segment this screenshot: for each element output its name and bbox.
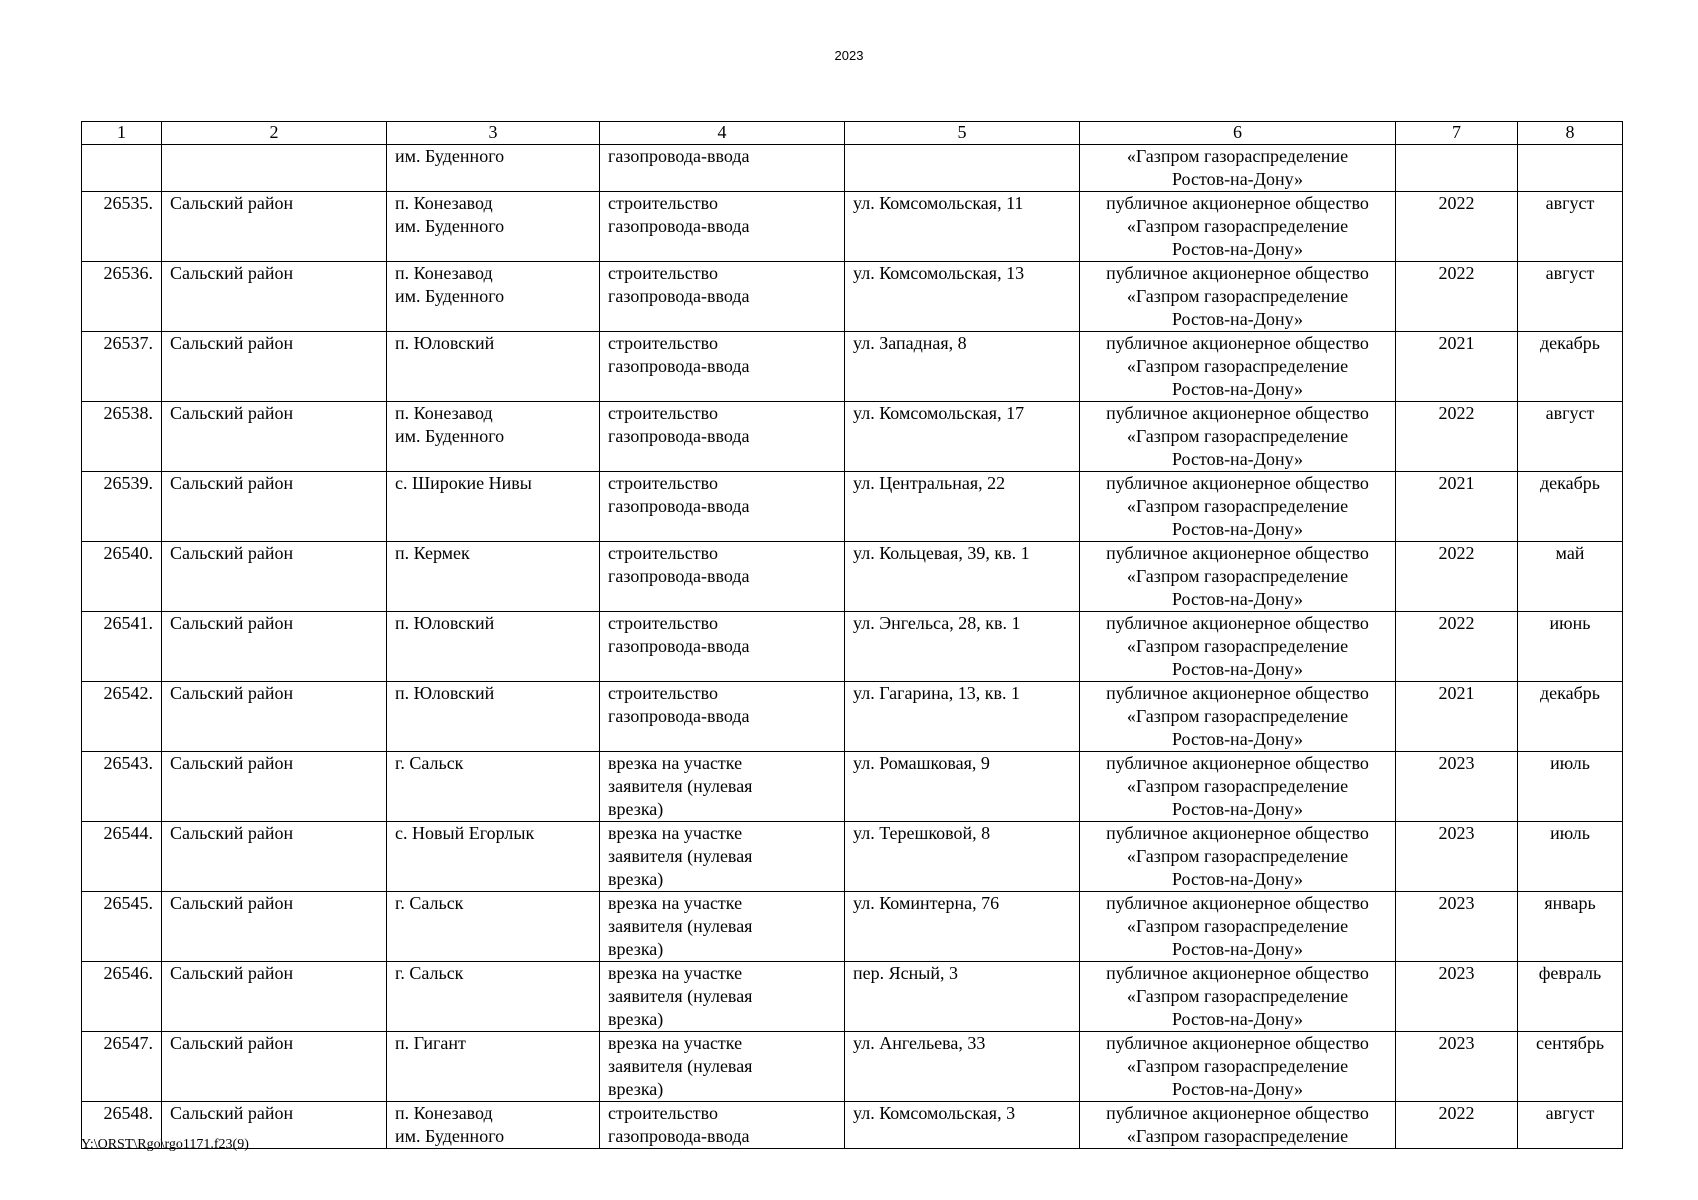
text-line: Ростов-на-Дону»: [1171, 869, 1304, 889]
cell-district: Сальский район: [162, 1032, 387, 1102]
cell-work: [600, 192, 845, 262]
cell-settlement: [387, 822, 600, 892]
cell-work: [600, 262, 845, 332]
header-row: [82, 122, 1623, 145]
cell-work: [600, 472, 845, 542]
text-line: п. Конезавод: [395, 193, 493, 213]
cell-settlement: [387, 962, 600, 1032]
text-line: публичное акционерное общество: [1106, 683, 1369, 703]
text-line: п. Конезавод: [395, 1103, 493, 1123]
cell-num: 26539.: [82, 472, 162, 542]
text-line: с. Широкие Нивы: [395, 473, 532, 493]
table-row: [82, 402, 1623, 472]
text-line: г. Сальск: [395, 893, 464, 913]
text-line: заявителя (нулевая: [608, 916, 753, 936]
text-line: строительство: [608, 1103, 718, 1123]
cell-month: [1518, 145, 1623, 192]
cell-district: Сальский район: [162, 752, 387, 822]
text-line: Ростов-на-Дону»: [1171, 729, 1304, 749]
cell-owner: [1080, 682, 1396, 752]
text-line: врезка): [608, 1079, 664, 1099]
cell-year: 2022: [1396, 192, 1518, 262]
text-line: газопровода-ввода: [608, 1126, 750, 1146]
cell-settlement: [387, 332, 600, 402]
cell-settlement: [387, 752, 600, 822]
text-line: им. Буденного: [395, 286, 505, 306]
text-line: публичное акционерное общество: [1106, 963, 1369, 983]
column-header: 2: [162, 122, 387, 145]
text-line: газопровода-ввода: [608, 356, 750, 376]
text-line: врезка на участке: [608, 823, 743, 843]
text-line: публичное акционерное общество: [1106, 263, 1369, 283]
text-line: заявителя (нулевая: [608, 1056, 753, 1076]
cell-owner: [1080, 262, 1396, 332]
text-line: публичное акционерное общество: [1106, 893, 1369, 913]
text-line: Ростов-на-Дону»: [1171, 1009, 1304, 1029]
cell-month: декабрь: [1518, 332, 1623, 402]
cell-num: 26540.: [82, 542, 162, 612]
cell-num: 26545.: [82, 892, 162, 962]
text-line: публичное акционерное общество: [1106, 753, 1369, 773]
text-line: п. Кермек: [395, 543, 470, 563]
cell-month: июнь: [1518, 612, 1623, 682]
table-row: [82, 332, 1623, 402]
text-line: заявителя (нулевая: [608, 986, 753, 1006]
text-line: строительство: [608, 473, 718, 493]
cell-owner: [1080, 332, 1396, 402]
text-line: п. Конезавод: [395, 403, 493, 423]
text-line: «Газпром газораспределение: [1126, 216, 1349, 236]
text-line: Ростов-на-Дону»: [1171, 939, 1304, 959]
text-line: Ростов-на-Дону»: [1171, 169, 1304, 189]
cell-owner: [1080, 1102, 1396, 1149]
column-header: 3: [387, 122, 600, 145]
cell-month: июль: [1518, 822, 1623, 892]
cell-month: август: [1518, 192, 1623, 262]
text-line: строительство: [608, 333, 718, 353]
table-row: [82, 822, 1623, 892]
cell-year: 2023: [1396, 752, 1518, 822]
cell-num: 26542.: [82, 682, 162, 752]
text-line: п. Юловский: [395, 613, 495, 633]
table-row: [82, 192, 1623, 262]
text-line: п. Гигант: [395, 1033, 466, 1053]
cell-district: Сальский район: [162, 542, 387, 612]
table-row: [82, 542, 1623, 612]
registry-table: [81, 121, 1623, 1149]
text-line: им. Буденного: [395, 1126, 505, 1146]
cell-settlement: [387, 1032, 600, 1102]
text-line: «Газпром газораспределение: [1126, 916, 1349, 936]
text-line: публичное акционерное общество: [1106, 1033, 1369, 1053]
text-line: газопровода-ввода: [608, 426, 750, 446]
table-row: [82, 892, 1623, 962]
text-line: «Газпром газораспределение: [1126, 146, 1349, 166]
text-line: «Газпром газораспределение: [1126, 566, 1349, 586]
cell-month: декабрь: [1518, 682, 1623, 752]
cell-address: ул. Комсомольская, 17: [845, 402, 1080, 472]
cell-year: 2023: [1396, 822, 1518, 892]
cell-num: 26535.: [82, 192, 162, 262]
cell-settlement: [387, 1102, 600, 1149]
cell-year: 2022: [1396, 612, 1518, 682]
cell-work: [600, 332, 845, 402]
cell-district: [162, 145, 387, 192]
text-line: врезка): [608, 939, 664, 959]
text-line: Ростов-на-Дону»: [1171, 519, 1304, 539]
cell-address: ул. Комсомольская, 13: [845, 262, 1080, 332]
table-row: [82, 1102, 1623, 1149]
cell-address: [845, 145, 1080, 192]
text-line: строительство: [608, 543, 718, 563]
text-line: публичное акционерное общество: [1106, 1103, 1369, 1123]
cell-work: газопровода-ввода: [600, 145, 845, 192]
text-line: «Газпром газораспределение: [1126, 706, 1349, 726]
text-line: публичное акционерное общество: [1106, 543, 1369, 563]
page-number: 2023: [834, 48, 864, 63]
cell-address: ул. Энгельса, 28, кв. 1: [845, 612, 1080, 682]
text-line: заявителя (нулевая: [608, 846, 753, 866]
table-row: [82, 682, 1623, 752]
table-row: [82, 1032, 1623, 1102]
text-line: «Газпром газораспределение: [1126, 776, 1349, 796]
cell-district: Сальский район: [162, 682, 387, 752]
cell-address: ул. Комсомольская, 3: [845, 1102, 1080, 1149]
cell-district: Сальский район: [162, 962, 387, 1032]
text-line: Ростов-на-Дону»: [1171, 449, 1304, 469]
text-line: г. Сальск: [395, 963, 464, 983]
text-line: «Газпром газораспределение: [1126, 286, 1349, 306]
cell-district: Сальский район: [162, 402, 387, 472]
cell-owner: [1080, 542, 1396, 612]
cell-district: Сальский район: [162, 332, 387, 402]
cell-work: [600, 962, 845, 1032]
cell-address: ул. Западная, 8: [845, 332, 1080, 402]
cell-year: 2023: [1396, 962, 1518, 1032]
text-line: п. Юловский: [395, 683, 495, 703]
cell-year: 2023: [1396, 892, 1518, 962]
cell-owner: [1080, 1032, 1396, 1102]
cell-month: декабрь: [1518, 472, 1623, 542]
cell-year: 2021: [1396, 332, 1518, 402]
cell-num: 26546.: [82, 962, 162, 1032]
cell-district: Сальский район: [162, 472, 387, 542]
cell-year: 2022: [1396, 542, 1518, 612]
text-line: публичное акционерное общество: [1106, 613, 1369, 633]
continuation-row: [82, 145, 1623, 192]
table-row: [82, 262, 1623, 332]
cell-work: [600, 612, 845, 682]
column-header: 6: [1080, 122, 1396, 145]
file-path-footer: Y:\ORST\Rgo\rgo1171.f23(9): [81, 1137, 249, 1152]
cell-month: август: [1518, 262, 1623, 332]
column-header: 4: [600, 122, 845, 145]
table-row: [82, 612, 1623, 682]
cell-settlement: [387, 892, 600, 962]
text-line: врезка на участке: [608, 753, 743, 773]
text-line: строительство: [608, 193, 718, 213]
text-line: п. Конезавод: [395, 263, 493, 283]
text-line: с. Новый Егорлык: [395, 823, 535, 843]
cell-num: [82, 145, 162, 192]
text-line: «Газпром газораспределение: [1126, 426, 1349, 446]
text-line: врезка): [608, 1009, 664, 1029]
cell-month: февраль: [1518, 962, 1623, 1032]
text-line: «Газпром газораспределение: [1126, 636, 1349, 656]
cell-owner: [1080, 612, 1396, 682]
cell-year: 2022: [1396, 402, 1518, 472]
cell-settlement: им. Буденного: [387, 145, 600, 192]
text-line: публичное акционерное общество: [1106, 403, 1369, 423]
cell-settlement: [387, 192, 600, 262]
cell-num: 26541.: [82, 612, 162, 682]
cell-district: Сальский район: [162, 892, 387, 962]
cell-month: май: [1518, 542, 1623, 612]
cell-num: 26538.: [82, 402, 162, 472]
cell-num: 26548.: [82, 1102, 162, 1149]
text-line: публичное акционерное общество: [1106, 333, 1369, 353]
table-row: [82, 962, 1623, 1032]
text-line: строительство: [608, 613, 718, 633]
text-line: заявителя (нулевая: [608, 776, 753, 796]
cell-settlement: [387, 262, 600, 332]
text-line: г. Сальск: [395, 753, 464, 773]
cell-work: [600, 1102, 845, 1149]
text-line: газопровода-ввода: [608, 566, 750, 586]
text-line: «Газпром газораспределение: [1126, 1056, 1349, 1076]
cell-month: январь: [1518, 892, 1623, 962]
cell-work: [600, 1032, 845, 1102]
text-line: «Газпром газораспределение: [1126, 986, 1349, 1006]
cell-year: 2021: [1396, 472, 1518, 542]
cell-owner: [1080, 752, 1396, 822]
text-line: строительство: [608, 263, 718, 283]
cell-work: [600, 892, 845, 962]
cell-settlement: [387, 402, 600, 472]
text-line: врезка на участке: [608, 1033, 743, 1053]
cell-owner: [1080, 892, 1396, 962]
text-line: Ростов-на-Дону»: [1171, 379, 1304, 399]
text-line: «Газпром газораспределение: [1126, 846, 1349, 866]
text-line: публичное акционерное общество: [1106, 473, 1369, 493]
cell-month: сентябрь: [1518, 1032, 1623, 1102]
column-header: 1: [82, 122, 162, 145]
text-line: газопровода-ввода: [608, 286, 750, 306]
cell-address: ул. Ангельева, 33: [845, 1032, 1080, 1102]
cell-address: ул. Терешковой, 8: [845, 822, 1080, 892]
text-line: врезка): [608, 869, 664, 889]
text-line: «Газпром газораспределение: [1126, 496, 1349, 516]
cell-num: 26544.: [82, 822, 162, 892]
cell-work: [600, 682, 845, 752]
cell-year: 2021: [1396, 682, 1518, 752]
table-row: [82, 472, 1623, 542]
cell-settlement: [387, 472, 600, 542]
cell-address: ул. Центральная, 22: [845, 472, 1080, 542]
cell-num: 26536.: [82, 262, 162, 332]
text-line: Ростов-на-Дону»: [1171, 659, 1304, 679]
text-line: газопровода-ввода: [608, 496, 750, 516]
cell-num: 26537.: [82, 332, 162, 402]
cell-district: Сальский район: [162, 612, 387, 682]
text-line: Ростов-на-Дону»: [1171, 239, 1304, 259]
cell-month: июль: [1518, 752, 1623, 822]
cell-year: 2023: [1396, 1032, 1518, 1102]
cell-address: ул. Кольцевая, 39, кв. 1: [845, 542, 1080, 612]
text-line: врезка на участке: [608, 893, 743, 913]
cell-address: ул. Комсомольская, 11: [845, 192, 1080, 262]
text-line: газопровода-ввода: [608, 706, 750, 726]
cell-work: [600, 402, 845, 472]
column-header: 8: [1518, 122, 1623, 145]
cell-settlement: [387, 682, 600, 752]
cell-work: [600, 752, 845, 822]
cell-address: пер. Ясный, 3: [845, 962, 1080, 1032]
text-line: газопровода-ввода: [608, 216, 750, 236]
text-line: «Газпром газораспределение: [1126, 356, 1349, 376]
text-line: Ростов-на-Дону»: [1171, 309, 1304, 329]
cell-num: 26543.: [82, 752, 162, 822]
text-line: Ростов-на-Дону»: [1171, 589, 1304, 609]
cell-work: [600, 822, 845, 892]
text-line: им. Буденного: [395, 426, 505, 446]
cell-address: ул. Ромашковая, 9: [845, 752, 1080, 822]
text-line: публичное акционерное общество: [1106, 823, 1369, 843]
text-line: Ростов-на-Дону»: [1171, 1079, 1304, 1099]
text-line: газопровода-ввода: [608, 636, 750, 656]
cell-year: 2022: [1396, 1102, 1518, 1149]
cell-owner: [1080, 472, 1396, 542]
cell-work: [600, 542, 845, 612]
text-line: им. Буденного: [395, 216, 505, 236]
cell-num: 26547.: [82, 1032, 162, 1102]
text-line: врезка): [608, 799, 664, 819]
cell-owner: [1080, 822, 1396, 892]
text-line: строительство: [608, 683, 718, 703]
cell-month: август: [1518, 1102, 1623, 1149]
cell-district: Сальский район: [162, 262, 387, 332]
text-line: строительство: [608, 403, 718, 423]
cell-settlement: [387, 612, 600, 682]
cell-year: [1396, 145, 1518, 192]
column-header: 7: [1396, 122, 1518, 145]
cell-month: август: [1518, 402, 1623, 472]
text-line: «Газпром газораспределение: [1126, 1126, 1349, 1146]
cell-owner: [1080, 402, 1396, 472]
text-line: Ростов-на-Дону»: [1171, 799, 1304, 819]
text-line: врезка на участке: [608, 963, 743, 983]
cell-year: 2022: [1396, 262, 1518, 332]
cell-owner: [1080, 145, 1396, 192]
column-header: 5: [845, 122, 1080, 145]
cell-owner: [1080, 962, 1396, 1032]
cell-owner: [1080, 192, 1396, 262]
cell-district: Сальский район: [162, 1102, 387, 1149]
text-line: публичное акционерное общество: [1106, 193, 1369, 213]
table-row: [82, 752, 1623, 822]
cell-district: Сальский район: [162, 192, 387, 262]
cell-district: Сальский район: [162, 822, 387, 892]
cell-address: ул. Коминтерна, 76: [845, 892, 1080, 962]
cell-settlement: [387, 542, 600, 612]
text-line: п. Юловский: [395, 333, 495, 353]
cell-address: ул. Гагарина, 13, кв. 1: [845, 682, 1080, 752]
